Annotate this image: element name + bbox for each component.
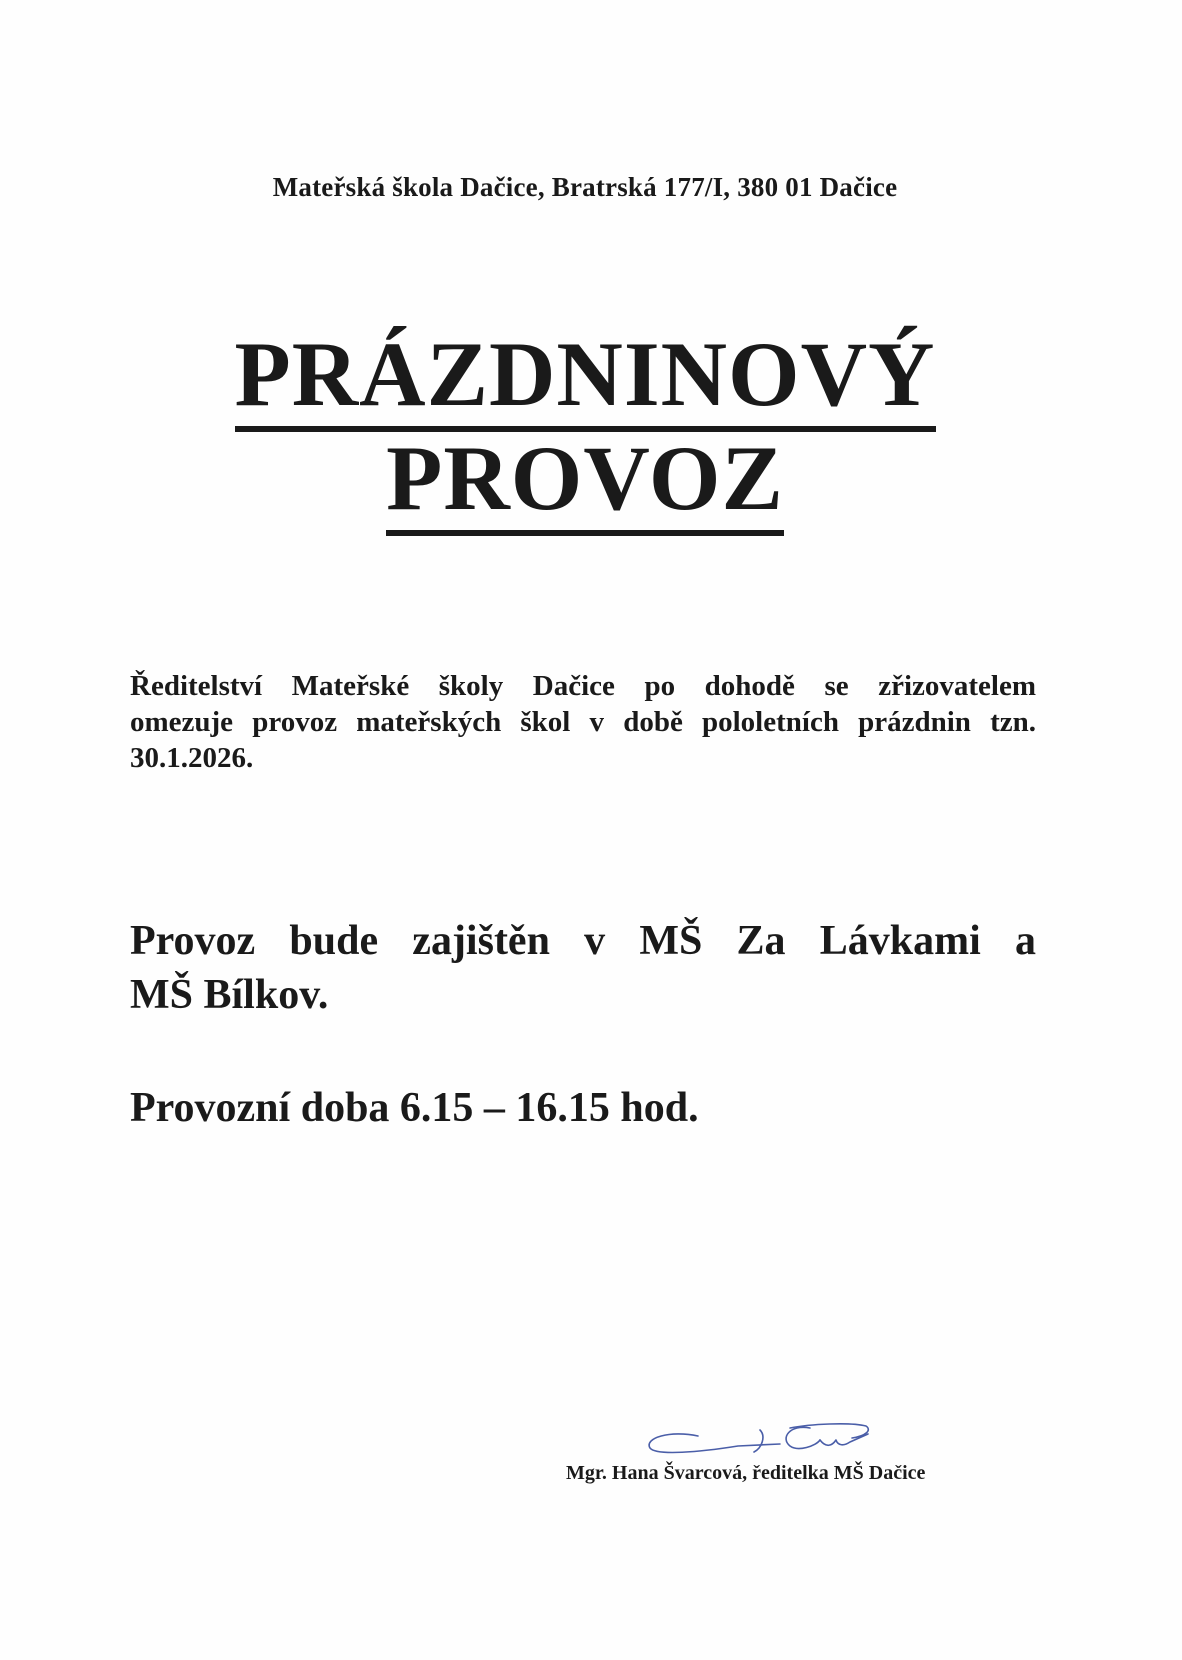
location-line-1: Provoz bude zajištěn v MŠ Za Lávkami a xyxy=(130,918,1036,964)
signer-name: Mgr. Hana Švarcová, ředitelka MŠ Dačice xyxy=(566,1462,926,1484)
notice-paragraph xyxy=(130,668,1036,776)
school-address-header: Mateřská škola Dačice, Bratrská 177/I, 380 01 Dačice xyxy=(272,172,898,202)
opening-hours: Provozní doba 6.15 – 16.15 hod. xyxy=(130,1085,699,1131)
title-line-1 xyxy=(0,324,1170,432)
notice-line-3: 30.1.2026. xyxy=(130,742,254,774)
title-text-2: PROVOZ xyxy=(386,428,784,536)
handwritten-signature xyxy=(640,1408,872,1460)
notice-line-1: Ředitelství Mateřské školy Dačice po dohodě se zřizovatelem xyxy=(130,670,1036,702)
title-text-1: PRÁZDNINOVÝ xyxy=(235,324,936,432)
location-paragraph xyxy=(130,914,1036,1022)
notice-line-2: omezuje provoz mateřských škol v době pololetních prázdnin tzn. xyxy=(130,706,1036,738)
location-line-2: MŠ Bílkov. xyxy=(130,972,329,1018)
title-line-2 xyxy=(0,428,1170,536)
